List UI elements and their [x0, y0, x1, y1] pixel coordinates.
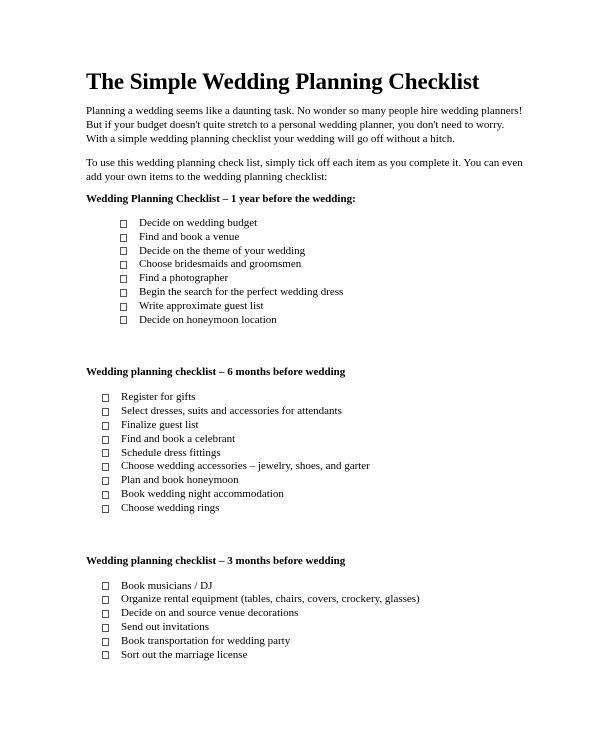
checkbox-icon[interactable] [120, 247, 127, 255]
checklist-item-label: Decide on honeymoon location [139, 313, 277, 326]
checklist-item-label: Book wedding night accommodation [121, 487, 284, 500]
checkbox-icon[interactable] [102, 477, 109, 485]
checklist-item-label: Book transportation for wedding party [121, 634, 291, 647]
checklist-item[interactable] [102, 580, 526, 594]
checklist-item[interactable] [120, 245, 526, 259]
checklist-item[interactable] [120, 258, 526, 272]
checkbox-icon[interactable] [102, 610, 109, 618]
checklist-item-label: Register for gifts [121, 391, 196, 404]
checklist-item[interactable] [102, 447, 526, 461]
checklist-item[interactable] [102, 593, 526, 607]
checklist-item-label: Choose wedding rings [121, 501, 220, 514]
checklist-item-label: Plan and book honeymoon [121, 474, 239, 487]
checklist-item[interactable] [120, 231, 526, 245]
checklist-item-label: Decide on wedding budget [139, 217, 258, 229]
checklist-item[interactable] [102, 649, 526, 663]
checkbox-icon[interactable] [102, 436, 109, 444]
checkbox-icon[interactable] [102, 491, 109, 499]
checklist-item[interactable] [120, 217, 526, 231]
checklist-item[interactable] [102, 433, 526, 447]
checklist-item-label: Sort out the marriage license [121, 648, 248, 661]
checklist-item[interactable] [120, 300, 526, 314]
checklist-item-label: Choose bridesmaids and groomsmen [139, 258, 302, 271]
checklist-item[interactable] [120, 314, 526, 328]
checkbox-icon[interactable] [102, 422, 109, 430]
checklist-item[interactable] [102, 474, 526, 488]
checklist-item-label: Finalize guest list [121, 418, 199, 431]
checklist-item-label: Send out invitations [121, 620, 209, 633]
checkbox-icon[interactable] [102, 394, 109, 402]
checklist-item[interactable] [102, 488, 526, 502]
checkbox-icon[interactable] [120, 316, 127, 324]
checklist-item-label: Choose wedding accessories – jewelry, shoes, and garter [121, 460, 370, 473]
checklist-item[interactable] [102, 635, 526, 649]
checklist-item[interactable] [120, 272, 526, 286]
checklist-item-label: Find and book a venue [139, 230, 240, 243]
checkbox-icon[interactable] [120, 303, 127, 311]
checkbox-icon[interactable] [102, 505, 109, 513]
checkbox-icon[interactable] [102, 651, 109, 659]
checkbox-icon[interactable] [120, 220, 127, 228]
checklist-item-label: Organize rental equipment (tables, chairs, covers, crockery, glasses) [121, 593, 420, 606]
document-page [86, 68, 526, 662]
checkbox-icon[interactable] [102, 463, 109, 471]
checklist-item-label: Select dresses, suits and accessories for attendants [121, 405, 342, 418]
checklist-item[interactable] [120, 286, 526, 300]
checklist-item-label: Decide on the theme of your wedding [139, 244, 306, 257]
checkbox-icon[interactable] [120, 234, 127, 242]
checklist-6-months [86, 391, 526, 515]
section-heading-6-months: Wedding planning checklist – 6 months before wedding [86, 366, 346, 379]
checkbox-icon[interactable] [102, 638, 109, 646]
checklist-item[interactable] [102, 460, 526, 474]
intro-paragraph-1: Planning a wedding seems like a daunting task. No wonder so many people hire wedding planners! But if your budget doesn't quite stretch to a personal wedding planner, you don't need to worry. With a simple wedding planning checklist your wedding will go off without a hitch. [86, 105, 523, 145]
checkbox-icon[interactable] [102, 408, 109, 416]
checkbox-icon[interactable] [102, 596, 109, 604]
checklist-item[interactable] [102, 391, 526, 405]
checklist-item[interactable] [102, 405, 526, 419]
checkbox-icon[interactable] [120, 275, 127, 283]
checkbox-icon[interactable] [120, 261, 127, 269]
checklist-item-label: Begin the search for the perfect wedding dress [139, 285, 344, 298]
checkbox-icon[interactable] [102, 449, 109, 457]
checkbox-icon[interactable] [102, 582, 109, 590]
section-heading-3-months: Wedding planning checklist – 3 months before wedding [86, 554, 346, 567]
checklist-item-label: Find and book a celebrant [121, 432, 236, 445]
checklist-item-label: Find a photographer [139, 272, 229, 285]
page-title: The Simple Wedding Planning Checklist [86, 69, 480, 94]
checklist-3-months [86, 580, 526, 663]
checklist-item[interactable] [102, 502, 526, 516]
section-heading-1-year: Wedding Planning Checklist – 1 year before the wedding: [86, 193, 356, 205]
checklist-1-year [86, 217, 526, 327]
checklist-item-label: Decide on and source venue decorations [121, 607, 299, 620]
checkbox-icon[interactable] [120, 289, 127, 297]
intro-paragraph-2: To use this wedding planning check list, simply tick off each item as you complete it. You can even add your own items to the wedding planning checklist: [86, 157, 523, 183]
checklist-item[interactable] [102, 607, 526, 621]
checkbox-icon[interactable] [102, 624, 109, 632]
checklist-item-label: Book musicians / DJ [121, 579, 213, 592]
checklist-item[interactable] [102, 621, 526, 635]
checklist-item-label: Write approximate guest list [139, 299, 264, 312]
checklist-item-label: Schedule dress fittings [121, 446, 221, 459]
checklist-item[interactable] [102, 419, 526, 433]
